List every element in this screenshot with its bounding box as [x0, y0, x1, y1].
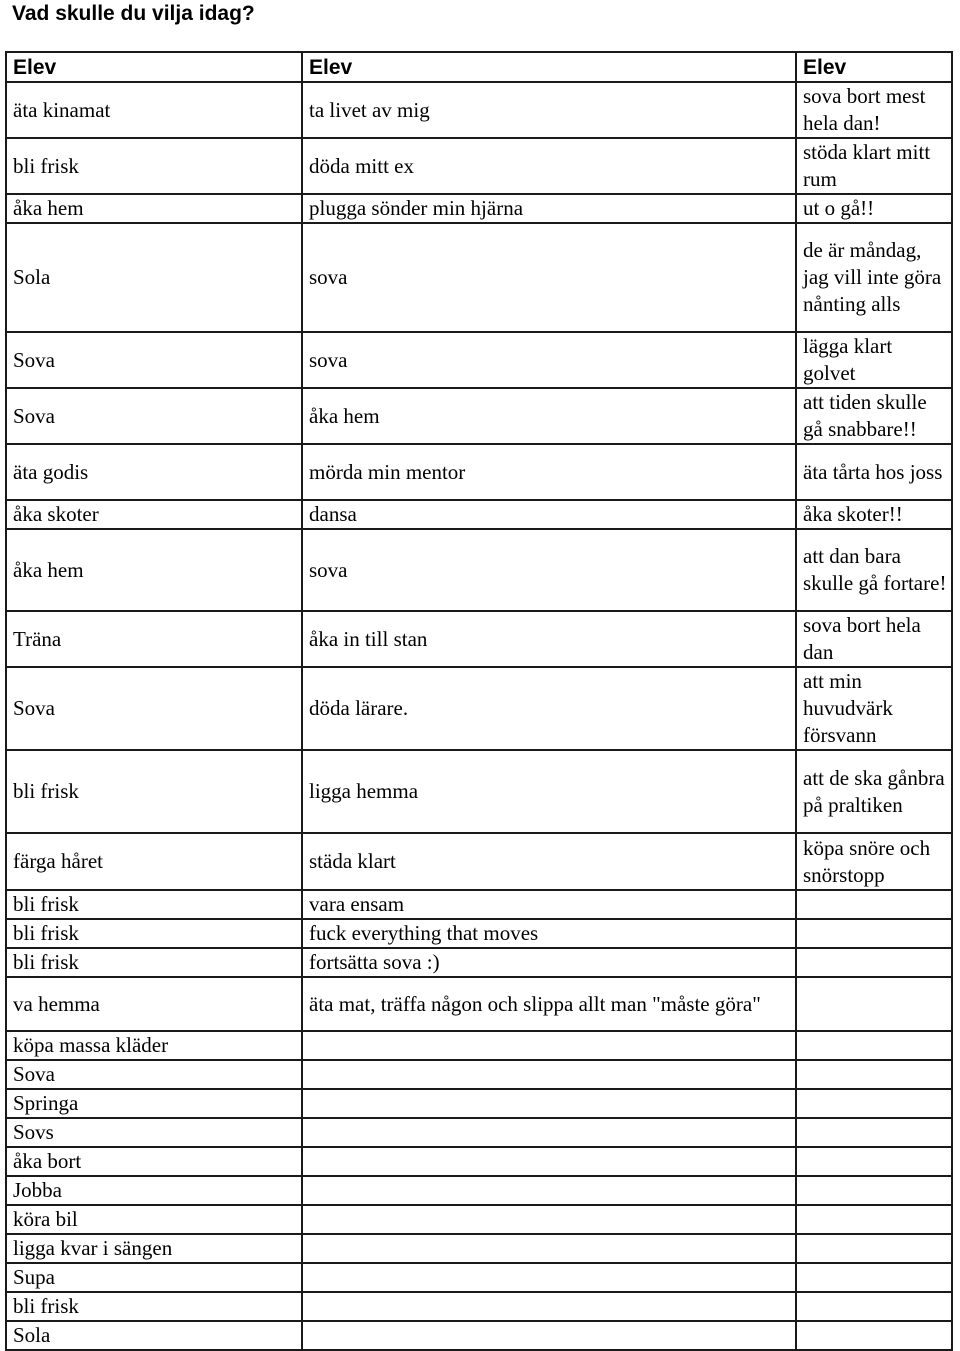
table-cell: att tiden skulle gå snabbare!! — [796, 388, 952, 444]
table-cell: Träna — [6, 611, 302, 667]
table-cell — [302, 1147, 796, 1176]
table-cell — [302, 1205, 796, 1234]
table-cell: köpa snöre och snörstopp — [796, 833, 952, 890]
table-cell: bli frisk — [6, 1292, 302, 1321]
table-cell: döda mitt ex — [302, 138, 796, 194]
table-cell: ligga hemma — [302, 750, 796, 833]
table-cell: Sova — [6, 1060, 302, 1089]
table-cell: färga håret — [6, 833, 302, 890]
table-row — [6, 500, 952, 529]
table-cell — [796, 1060, 952, 1089]
table-cell: Sova — [6, 332, 302, 388]
table-cell — [796, 1292, 952, 1321]
table-cell: vara ensam — [302, 890, 796, 919]
table-cell: dansa — [302, 500, 796, 529]
table-cell: plugga sönder min hjärna — [302, 194, 796, 223]
table-cell: Springa — [6, 1089, 302, 1118]
table-cell — [302, 1321, 796, 1350]
table-cell: äta tårta hos joss — [796, 444, 952, 500]
table-row — [6, 919, 952, 948]
table-cell: ut o gå!! — [796, 194, 952, 223]
table-cell — [302, 1234, 796, 1263]
column-header: Elev — [796, 52, 952, 82]
table-row — [6, 1176, 952, 1205]
table-cell: åka hem — [6, 194, 302, 223]
table-cell: städa klart — [302, 833, 796, 890]
table-row — [6, 194, 952, 223]
column-header: Elev — [6, 52, 302, 82]
table-cell — [302, 1118, 796, 1147]
table-cell — [796, 977, 952, 1031]
table-row — [6, 1321, 952, 1350]
table-cell: bli frisk — [6, 890, 302, 919]
table-cell: att dan bara skulle gå fortare! — [796, 529, 952, 611]
table-cell: döda lärare. — [302, 667, 796, 750]
table-cell: åka hem — [6, 529, 302, 611]
table-row — [6, 1205, 952, 1234]
table-cell — [302, 1031, 796, 1060]
table-cell — [302, 1176, 796, 1205]
table-row — [6, 1060, 952, 1089]
table-cell: bli frisk — [6, 138, 302, 194]
table-row — [6, 529, 952, 611]
table-row — [6, 611, 952, 667]
table-cell: sova — [302, 529, 796, 611]
table-cell: fuck everything that moves — [302, 919, 796, 948]
table-row — [6, 1118, 952, 1147]
table-cell — [302, 1292, 796, 1321]
table-cell: Sola — [6, 1321, 302, 1350]
table-cell: åka skoter!! — [796, 500, 952, 529]
table-cell: ligga kvar i sängen — [6, 1234, 302, 1263]
table-cell: bli frisk — [6, 948, 302, 977]
table-cell: sova bort mest hela dan! — [796, 82, 952, 138]
table-cell: sova bort hela dan — [796, 611, 952, 667]
table-cell: äta mat, träffa någon och slippa allt man "måste göra" — [302, 977, 796, 1031]
table-cell: lägga klart golvet — [796, 332, 952, 388]
table-cell: åka bort — [6, 1147, 302, 1176]
survey-table — [5, 51, 953, 1351]
table-cell: Supa — [6, 1263, 302, 1292]
table-cell: sova — [302, 332, 796, 388]
table-row — [6, 1147, 952, 1176]
table-cell: Jobba — [6, 1176, 302, 1205]
table-cell: stöda klart mitt rum — [796, 138, 952, 194]
table-row — [6, 138, 952, 194]
table-row — [6, 948, 952, 977]
table-cell — [796, 1147, 952, 1176]
table-cell — [796, 1321, 952, 1350]
table-row — [6, 667, 952, 750]
table-row — [6, 977, 952, 1031]
table-row — [6, 332, 952, 388]
table-row — [6, 750, 952, 833]
table-cell: sova — [302, 223, 796, 332]
table-cell: att min huvudvärk försvann — [796, 667, 952, 750]
table-cell — [796, 890, 952, 919]
table-cell — [302, 1089, 796, 1118]
table-cell: de är måndag, jag vill inte göra nånting alls — [796, 223, 952, 332]
page-title: Vad skulle du vilja idag? — [12, 2, 255, 25]
table-cell: köpa massa kläder — [6, 1031, 302, 1060]
table-cell: bli frisk — [6, 919, 302, 948]
table-cell — [796, 1089, 952, 1118]
table-cell: Sova — [6, 388, 302, 444]
table-row — [6, 444, 952, 500]
column-header: Elev — [302, 52, 796, 82]
table-row — [6, 1089, 952, 1118]
table-cell — [796, 1205, 952, 1234]
table-cell — [302, 1060, 796, 1089]
table-cell: åka in till stan — [302, 611, 796, 667]
table-row — [6, 223, 952, 332]
table-cell — [796, 948, 952, 977]
table-cell: mörda min mentor — [302, 444, 796, 500]
table-cell — [796, 1263, 952, 1292]
table-cell — [796, 1118, 952, 1147]
table-cell — [302, 1263, 796, 1292]
table-cell: äta godis — [6, 444, 302, 500]
table-cell: va hemma — [6, 977, 302, 1031]
table-row — [6, 1292, 952, 1321]
table-cell: Sola — [6, 223, 302, 332]
table-cell — [796, 1234, 952, 1263]
header-row — [6, 52, 952, 82]
table-cell: Sovs — [6, 1118, 302, 1147]
table-cell: köra bil — [6, 1205, 302, 1234]
table-row — [6, 833, 952, 890]
table-cell: bli frisk — [6, 750, 302, 833]
table-row — [6, 1263, 952, 1292]
table-row — [6, 388, 952, 444]
table-row — [6, 890, 952, 919]
table-cell: äta kinamat — [6, 82, 302, 138]
table-row — [6, 1031, 952, 1060]
table-cell: ta livet av mig — [302, 82, 796, 138]
table-cell — [796, 1031, 952, 1060]
table-cell: åka hem — [302, 388, 796, 444]
table-cell: åka skoter — [6, 500, 302, 529]
table-cell — [796, 1176, 952, 1205]
table-cell: att de ska gånbra på praltiken — [796, 750, 952, 833]
table-row — [6, 82, 952, 138]
table-cell: fortsätta sova :) — [302, 948, 796, 977]
table-cell — [796, 919, 952, 948]
table-body — [6, 82, 952, 1350]
table-cell: Sova — [6, 667, 302, 750]
table-row — [6, 1234, 952, 1263]
